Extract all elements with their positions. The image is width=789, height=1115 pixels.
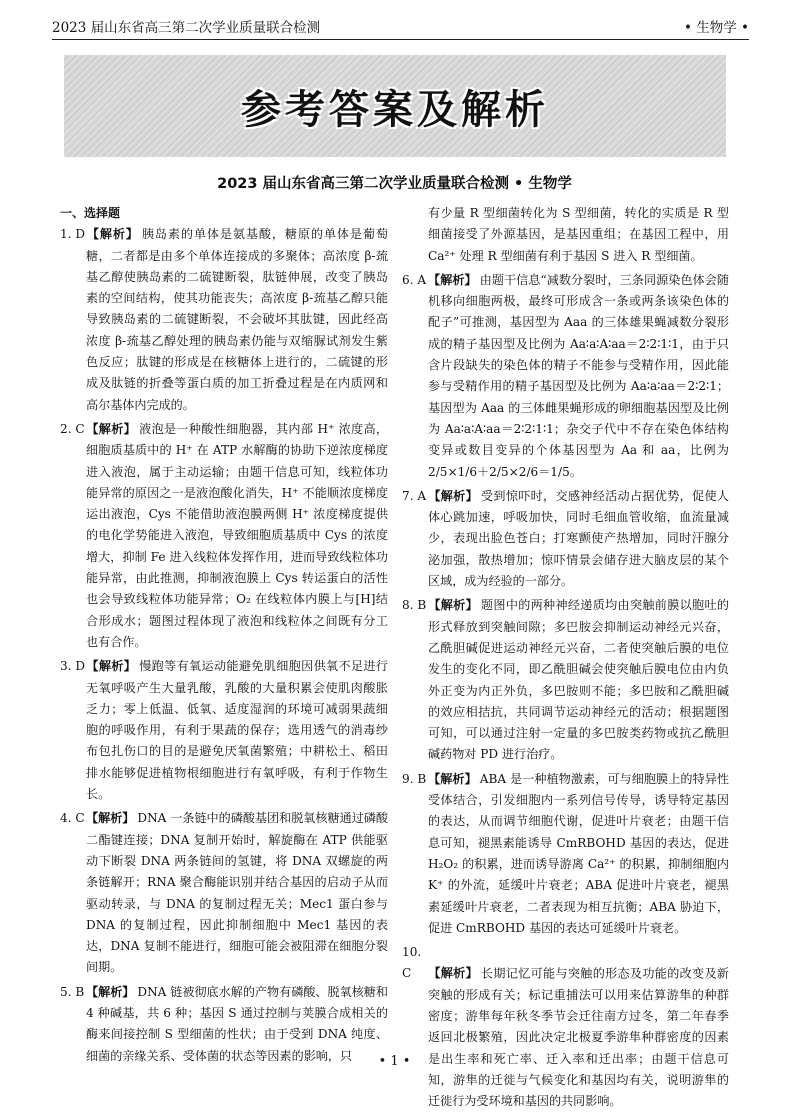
answer-number: 3. D	[60, 659, 86, 674]
answer-explanation: 液泡是一种酸性细胞器，其内部 H⁺ 浓度高，细胞质基质中的 H⁺ 在 ATP 水解酶的协助下逆浓度梯度进入液泡，属于主动运输；由题干信息可知，线粒体功能异常的原因之一是液泡酸化消失，H⁺ 不能顺浓度梯度运出液泡，Cys 不能借助液泡膜两侧 H⁺ 浓度梯度提供的电化学势能进入液泡，导致细胞质基质中 Cys 的浓度增大，抑制 Fe 进入线粒体发挥作用，进而导致线粒体功能异常，由此推测，抑制液泡膜上 Cys 转运蛋白的活性也会导致线粒体功能异常；O₂ 在线粒体内膜上与[H]结合形成水；题图过程体现了液泡和线粒体之间既有分工也有合作。	[86, 421, 388, 649]
analysis-tag: 【解析】	[428, 488, 478, 503]
answer-explanation: DNA 链被彻底水解的产物有磷酸、脱氧核糖和 4 种碱基，共 6 种；基因 S 通过控制与荚膜合成相关的酶来间接控制 S 型细菌的性状；由于受到 DNA 纯度、细菌的亲缘关系、受体菌的状态等因素的影响，只	[86, 984, 388, 1063]
answer-number: 2. C	[60, 421, 85, 436]
answer-item	[402, 942, 729, 1112]
analysis-tag: 【解析】	[86, 984, 135, 999]
continued-paragraph: 有少量 R 型细菌转化为 S 型细菌，转化的实质是 R 型细菌接受了外源基因，是基因重组；在基因工程中，用 Ca²⁺ 处理 R 型细菌有利于基因 S 进入 R 型细菌。	[428, 206, 729, 263]
answer-item	[60, 419, 388, 653]
analysis-tag: 【解析】	[428, 272, 477, 287]
answer-explanation: 受到惊吓时，交感神经活动占据优势，促使人体心跳加速，呼吸加快，同时毛细血管收缩，血流量减少，表现出脸色苍白；打寒颤使产热增加，同时汗腺分泌加强，散热增加；惊吓情景会储存进大脑皮层的某个区域，成为经验的一部分。	[428, 488, 729, 589]
answer-item	[60, 224, 388, 416]
answer-number: 5. B	[60, 984, 85, 999]
answer-banner	[64, 55, 726, 157]
section-heading: 一、选择题	[60, 206, 121, 220]
banner-title: 参考答案及解析	[241, 86, 549, 133]
header-subject: • 生物学 •	[683, 20, 749, 36]
answer-item	[402, 769, 729, 939]
answer-item	[402, 486, 729, 592]
answer-number: 8. B	[402, 598, 427, 613]
page-header	[52, 10, 749, 40]
answer-number: 9. B	[402, 771, 427, 786]
answer-item	[402, 595, 729, 765]
analysis-tag: 【解析】	[86, 421, 137, 436]
answer-number: 7. A	[402, 488, 427, 503]
header-exam-title: 2023 届山东省高三第二次学业质量联合检测	[52, 20, 321, 36]
right-column	[402, 203, 729, 1115]
answer-item	[60, 808, 388, 978]
analysis-tag: 【解析】	[428, 966, 478, 981]
analysis-tag: 【解析】	[86, 811, 135, 826]
answer-explanation: 长期记忆可能与突触的形态及功能的改变及新突触的形成有关；标记重捕法可以用来估算游隼的种群密度；游隼每年秋冬季节会迁往南方过冬，第二年春季返回北极繁殖，因此决定北极夏季游隼种群密度的因素是出生率和死亡率、迁入率和迁出率；由题干信息可知，游隼的迁徙与气候变化和基因均有关，说明游隼的迁徙行为受环境和基因的共同影响。	[428, 966, 729, 1109]
answer-explanation: 慢跑等有氧运动能避免肌细胞因供氧不足进行无氧呼吸产生大量乳酸，乳酸的大量积累会使肌肉酸胀乏力；零上低温、低氧、适度湿润的环境可减弱果蔬细胞的呼吸作用，有利于果蔬的保存；选用透气的消毒纱布包扎伤口的目的是避免厌氧菌繁殖；中耕松土、稻田排水能够促进植物根细胞进行有氧呼吸，有利于作物生长。	[86, 659, 388, 802]
answer-explanation: 胰岛素的单体是氨基酸，糖原的单体是葡萄糖，二者都是由多个单体连接成的多聚体；高浓度 β-巯基乙醇使胰岛素的二硫键断裂，肽链伸展，改变了胰岛素的空间结构，使其功能丧失；高浓度 β-巯基乙醇只能导致胰岛素的二硫键断裂，不会破坏其肽键，因此经高浓度 β-巯基乙醇处理的胰岛素仍能与双缩脲试剂发生紫色反应；肽键的形成是在核糖体上进行的，二硫键的形成及肽链的折叠等蛋白质的加工折叠过程是在内质网和高尔基体内完成的。	[86, 227, 388, 412]
answer-explanation: DNA 一条链中的磷酸基团和脱氧核糖通过磷酸二酯键连接；DNA 复制开始时，解旋酶在 ATP 供能驱动下断裂 DNA 两条链间的氢键，将 DNA 双螺旋的两条链解开；RNA 聚合酶能识别并结合基因的启动子从而驱动转录，与 DNA 的复制过程无关；Mec1 蛋白参与 DNA 的复制过程，因此抑制细胞中 Mec1 基因的表达，DNA 复制不能进行，细胞可能会被阻滞在细胞分裂间期。	[86, 811, 388, 975]
analysis-tag: 【解析】	[428, 598, 478, 613]
document-subtitle: 2023 届山东省高三第二次学业质量联合检测 • 生物学	[217, 176, 572, 192]
answer-explanation: 题图中的两种神经递质均由突触前膜以胞吐的形式释放到突触间隙；多巴胺会抑制运动神经元兴奋，乙酰胆碱促进运动神经元兴奋，二者使突触后膜的电位发生的变化不同，即乙酰胆碱会使突触后膜电位由内负外正变为内正外负，多巴胺则不能；多巴胺和乙酰胆碱的效应相拮抗，共同调节运动神经元的活动；根据题图可知，可以通过注射一定量的多巴胺类药物或抗乙酰胆碱药物对 PD 进行治疗。	[428, 598, 729, 762]
answer-item	[60, 656, 388, 805]
analysis-tag: 【解析】	[86, 227, 139, 242]
answer-item	[402, 270, 729, 483]
answer-explanation: ABA 是一种植物激素，可与细胞膜上的特异性受体结合，引发细胞内一系列信号传导，诱导特定基因的表达，从而调节细胞代谢，促进叶片衰老；由题干信息可知，褪黑素能诱导 CmRBOHD 基因的表达，促进 H₂O₂ 的积累，进而诱导游离 Ca²⁺ 的积累，抑制细胞内 K⁺ 的外流，延缓叶片衰老；ABA 促进叶片衰老，褪黑素延缓叶片衰老，二者表现为相互抗衡；ABA 胁迫下，促进 CmRBOHD 基因的表达可延缓叶片衰老。	[428, 771, 729, 935]
answer-number: 1. D	[60, 227, 86, 242]
page-number: • 1 •	[378, 1054, 411, 1069]
answer-explanation: 由题干信息“减数分裂时，三条同源染色体会随机移向细胞两极，最终可形成含一条或两条该染色体的配子”可推测，基因型为 Aaa 的三体雄果蝇减数分裂形成的精子基因型及比例为 Aa∶a∶A∶aa＝2∶2∶1∶1，由于只含片段缺失的染色体的精子不能参与受精作用，因此能参与受精作用的精子基因型及比例为 Aa∶a∶aa＝2∶2∶1；基因型为 Aaa 的三体雌果蝇形成的卵细胞基因型及比例为 Aa∶a∶A∶aa＝2∶2∶1∶1；杂交子代中不存在染色体结构变异或数目变异的个体基因型为 Aa 和 aa，比例为 2/5×1/6＋2/5×2/6＝1/5。	[428, 272, 729, 479]
analysis-tag: 【解析】	[428, 771, 477, 786]
answer-number: 10. C	[402, 945, 422, 981]
left-column	[60, 203, 388, 1070]
analysis-tag: 【解析】	[86, 659, 137, 674]
answer-number: 4. C	[60, 811, 85, 826]
answer-number: 6. A	[402, 272, 427, 287]
